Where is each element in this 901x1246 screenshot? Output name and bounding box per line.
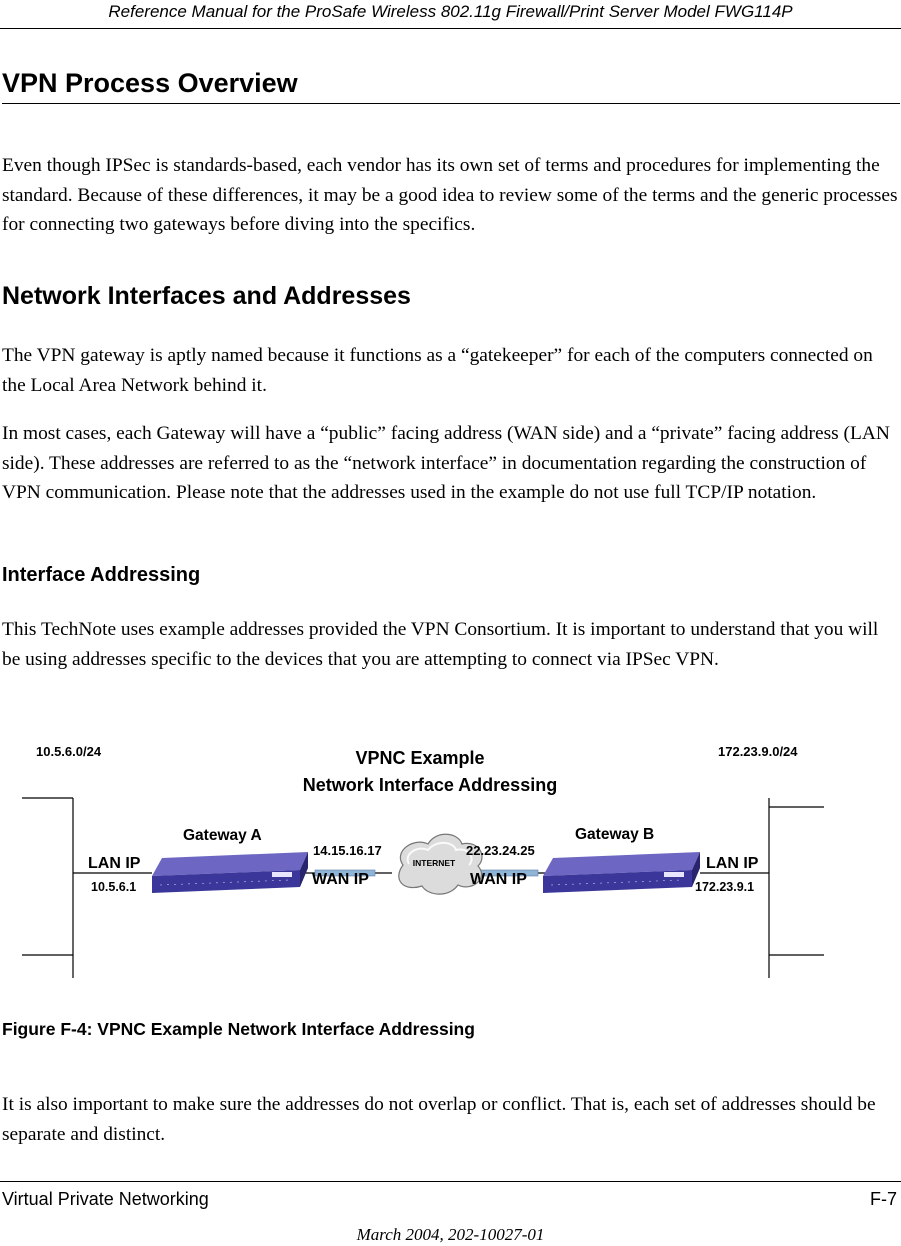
right-wan-ip-value: 22.23.24.25	[466, 843, 535, 858]
paragraph-interface-addressing: This TechNote uses example addresses provided the VPN Consortium. It is important to understand that you will be using addresses specific to the devices that you are attempting to connect via IPSec VPN.	[2, 619, 879, 670]
footer-date: March 2004, 202-10027-01	[356, 1225, 545, 1244]
footer-rule	[0, 1181, 901, 1182]
vpnc-network-diagram	[0, 720, 901, 990]
gateway-a-label: Gateway A	[183, 827, 262, 844]
section-rule	[2, 103, 900, 104]
footer-page-number: F-7	[870, 1189, 897, 1209]
gateway-a-device-icon	[152, 852, 308, 893]
footer-section-name: Virtual Private Networking	[2, 1189, 209, 1209]
closing-paragraph: It is also important to make sure the addresses do not overlap or conflict. That is, each set of addresses should be separate and distinct.	[2, 1094, 876, 1145]
right-lan-ip-label: LAN IP	[706, 855, 759, 872]
gateway-b-device-icon	[543, 852, 700, 893]
diagram-title-line2: Network Interface Addressing	[302, 775, 558, 795]
running-header: Reference Manual for the ProSafe Wireless 802.11g Firewall/Print Server Model FWG114P	[108, 2, 793, 21]
section-title-vpn-overview: VPN Process Overview	[2, 68, 298, 98]
right-wan-ip-label: WAN IP	[470, 871, 527, 888]
paragraph-network-interfaces-1: The VPN gateway is aptly named because it functions as a “gatekeeper” for each of the computers connected on the Local Area Network behind it.	[2, 345, 873, 396]
paragraph-vpn-overview: Even though IPSec is standards-based, each vendor has its own set of terms and procedures for implementing the standard. Because of these differences, it may be a good idea to review some of the terms and the generic processes for connecting two gateways before diving into the specifics.	[2, 155, 898, 235]
figure-caption: Figure F-4: VPNC Example Network Interface Addressing	[2, 1019, 475, 1039]
section-title-interface-addressing: Interface Addressing	[2, 564, 201, 586]
gateway-b-label: Gateway B	[575, 826, 655, 843]
left-subnet-label: 10.5.6.0/24	[36, 744, 102, 759]
left-lan-ip-label: LAN IP	[88, 855, 141, 872]
right-subnet-label: 172.23.9.0/24	[718, 744, 798, 759]
internet-label: INTERNET	[412, 858, 456, 868]
section-title-network-interfaces: Network Interfaces and Addresses	[2, 282, 411, 310]
right-lan-ip-value: 172.23.9.1	[695, 880, 755, 894]
diagram-title-line1: VPNC Example	[355, 748, 485, 768]
left-lan-ip-value: 10.5.6.1	[91, 880, 137, 894]
paragraph-network-interfaces-2: In most cases, each Gateway will have a “public” facing address (WAN side) and a “private” facing address (LAN side). These addresses are referred to as the “network interface” in documentation regarding the construction of VPN communication. Please note that the addresses used in the example do not use full TCP/IP notation.	[2, 423, 890, 503]
left-wan-ip-value: 14.15.16.17	[313, 843, 382, 858]
left-wan-ip-label: WAN IP	[312, 871, 369, 888]
header-rule	[0, 28, 901, 29]
